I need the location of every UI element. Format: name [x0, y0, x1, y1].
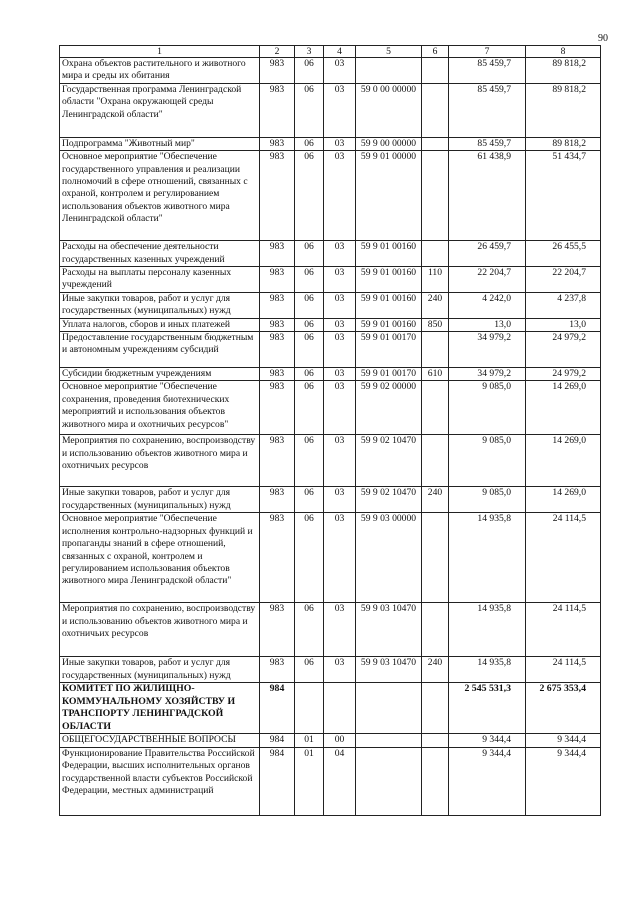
cell-target-article: 59 9 03 10470: [356, 603, 422, 657]
cell-section: 01: [295, 734, 324, 747]
cell-section: 06: [295, 513, 324, 603]
cell-section: 06: [295, 267, 324, 293]
cell-section: 06: [295, 435, 324, 487]
cell-ministry-code: 983: [260, 137, 295, 150]
cell-section: 06: [295, 241, 324, 267]
cell-amount-year-2: 4 237,8: [526, 292, 601, 318]
cell-amount-year-2: 24 114,5: [526, 513, 601, 603]
cell-ministry-code: 983: [260, 368, 295, 381]
cell-target-article: 59 0 00 00000: [356, 83, 422, 137]
cell-name: Субсидии бюджетным учреждениям: [60, 368, 260, 381]
cell-section: 06: [295, 657, 324, 683]
cell-target-article: 59 9 03 00000: [356, 513, 422, 603]
cell-section: 06: [295, 487, 324, 513]
cell-name: Государственная программа Ленинградской области "Охрана окружающей среды Ленинградской области": [60, 83, 260, 137]
cell-section: 06: [295, 137, 324, 150]
cell-amount-year-1: 14 935,8: [449, 657, 526, 683]
cell-ministry-code: 984: [260, 683, 295, 734]
cell-expense-type: 850: [422, 318, 449, 331]
cell-target-article: 59 9 02 10470: [356, 487, 422, 513]
cell-amount-year-1: 9 344,4: [449, 747, 526, 815]
cell-expense-type: 110: [422, 267, 449, 293]
cell-subsection: 03: [324, 368, 356, 381]
cell-subsection: [324, 683, 356, 734]
cell-target-article: 59 9 01 00170: [356, 332, 422, 368]
cell-amount-year-1: 14 935,8: [449, 603, 526, 657]
table-row: [60, 603, 601, 657]
cell-target-article: 59 9 01 00160: [356, 241, 422, 267]
cell-ministry-code: 983: [260, 487, 295, 513]
cell-subsection: 04: [324, 747, 356, 815]
cell-subsection: 03: [324, 241, 356, 267]
cell-ministry-code: 983: [260, 267, 295, 293]
cell-subsection: 03: [324, 513, 356, 603]
cell-amount-year-2: 2 675 353,4: [526, 683, 601, 734]
cell-expense-type: [422, 603, 449, 657]
column-header: 3: [295, 46, 324, 58]
cell-name: Мероприятия по сохранению, воспроизводству и использованию объектов животного мира и охотничьих ресурсов: [60, 603, 260, 657]
cell-subsection: 03: [324, 435, 356, 487]
table-row: [60, 435, 601, 487]
cell-amount-year-2: 24 979,2: [526, 368, 601, 381]
cell-amount-year-2: 51 434,7: [526, 151, 601, 241]
cell-expense-type: 610: [422, 368, 449, 381]
cell-subsection: 03: [324, 332, 356, 368]
cell-name: Подпрограмма "Животный мир": [60, 137, 260, 150]
cell-amount-year-1: 85 459,7: [449, 137, 526, 150]
table-row: [60, 83, 601, 137]
table-row: [60, 683, 601, 734]
cell-name: Расходы на выплаты персоналу казенных учреждений: [60, 267, 260, 293]
cell-section: 06: [295, 332, 324, 368]
cell-subsection: 03: [324, 151, 356, 241]
cell-name: Иные закупки товаров, работ и услуг для государственных (муниципальных) нужд: [60, 487, 260, 513]
cell-subsection: 03: [324, 318, 356, 331]
table-row: [60, 241, 601, 267]
cell-name: Основное мероприятие "Обеспечение государственного управления и реализации полномочий в сфере отношений, связанных с охраной, контролем и регулированием использования объектов животного мира Ленинградской области": [60, 151, 260, 241]
cell-section: 06: [295, 318, 324, 331]
cell-subsection: 03: [324, 58, 356, 84]
cell-name: Основное мероприятие "Обеспечение исполнения контрольно-надзорных функций и пропаганды знаний в сфере отношений, связанных с охраной, контролем и регулированием использования объектов животного мира Ленинградской области": [60, 513, 260, 603]
table-row: [60, 487, 601, 513]
table-row: [60, 747, 601, 815]
cell-target-article: 59 9 01 00160: [356, 292, 422, 318]
table-row: [60, 332, 601, 368]
column-header: 8: [526, 46, 601, 58]
cell-target-article: [356, 747, 422, 815]
table-row: [60, 267, 601, 293]
cell-subsection: 03: [324, 603, 356, 657]
cell-amount-year-1: 13,0: [449, 318, 526, 331]
cell-amount-year-2: 26 455,5: [526, 241, 601, 267]
cell-amount-year-2: 9 344,4: [526, 747, 601, 815]
table-row: [60, 657, 601, 683]
cell-amount-year-2: 24 979,2: [526, 332, 601, 368]
cell-section: 06: [295, 58, 324, 84]
cell-amount-year-1: 9 085,0: [449, 435, 526, 487]
cell-ministry-code: 983: [260, 513, 295, 603]
cell-expense-type: [422, 747, 449, 815]
cell-expense-type: [422, 381, 449, 435]
cell-expense-type: 240: [422, 657, 449, 683]
cell-amount-year-1: 26 459,7: [449, 241, 526, 267]
cell-section: 06: [295, 368, 324, 381]
cell-ministry-code: 983: [260, 292, 295, 318]
cell-amount-year-1: 14 935,8: [449, 513, 526, 603]
table-row: [60, 58, 601, 84]
table-row: [60, 151, 601, 241]
cell-expense-type: [422, 58, 449, 84]
cell-name: Иные закупки товаров, работ и услуг для государственных (муниципальных) нужд: [60, 292, 260, 318]
header-row: [60, 46, 601, 58]
cell-ministry-code: 983: [260, 241, 295, 267]
cell-section: 06: [295, 151, 324, 241]
column-header: 4: [324, 46, 356, 58]
cell-target-article: 59 9 02 10470: [356, 435, 422, 487]
cell-ministry-code: 984: [260, 747, 295, 815]
cell-amount-year-1: 9 085,0: [449, 487, 526, 513]
cell-target-article: 59 9 01 00170: [356, 368, 422, 381]
cell-amount-year-1: 61 438,9: [449, 151, 526, 241]
cell-expense-type: [422, 683, 449, 734]
cell-section: 01: [295, 747, 324, 815]
cell-ministry-code: 983: [260, 58, 295, 84]
cell-target-article: 59 9 02 00000: [356, 381, 422, 435]
cell-target-article: 59 9 01 00000: [356, 151, 422, 241]
column-header: 2: [260, 46, 295, 58]
cell-amount-year-2: 89 818,2: [526, 83, 601, 137]
table-row: [60, 318, 601, 331]
cell-subsection: 03: [324, 381, 356, 435]
cell-target-article: 59 9 03 10470: [356, 657, 422, 683]
cell-ministry-code: 983: [260, 318, 295, 331]
cell-name: Уплата налогов, сборов и иных платежей: [60, 318, 260, 331]
column-header: 7: [449, 46, 526, 58]
cell-amount-year-1: 34 979,2: [449, 332, 526, 368]
cell-amount-year-2: 14 269,0: [526, 435, 601, 487]
cell-subsection: 00: [324, 734, 356, 747]
cell-amount-year-1: 9 085,0: [449, 381, 526, 435]
cell-target-article: 59 9 01 00160: [356, 318, 422, 331]
cell-expense-type: 240: [422, 292, 449, 318]
cell-amount-year-1: 34 979,2: [449, 368, 526, 381]
cell-expense-type: [422, 151, 449, 241]
cell-expense-type: 240: [422, 487, 449, 513]
cell-section: 06: [295, 603, 324, 657]
cell-ministry-code: 983: [260, 381, 295, 435]
cell-name: Функционирование Правительства Российской Федерации, высших исполнительных органов государственной власти субъектов Российской Федерации, местных администраций: [60, 747, 260, 815]
cell-subsection: 03: [324, 292, 356, 318]
cell-ministry-code: 983: [260, 151, 295, 241]
cell-ministry-code: 983: [260, 435, 295, 487]
cell-name: Предоставление государственным бюджетным и автономным учреждениям субсидий: [60, 332, 260, 368]
page-number: 90: [598, 33, 608, 44]
column-header: 5: [356, 46, 422, 58]
cell-section: 06: [295, 83, 324, 137]
table-row: [60, 368, 601, 381]
cell-target-article: [356, 734, 422, 747]
cell-ministry-code: 984: [260, 734, 295, 747]
cell-amount-year-1: 85 459,7: [449, 83, 526, 137]
cell-expense-type: [422, 137, 449, 150]
cell-name: Основное мероприятие "Обеспечение сохранения, проведения биотехнических мероприятий и использования объектов животного мира и охотничьих ресурсов": [60, 381, 260, 435]
cell-expense-type: [422, 241, 449, 267]
cell-target-article: 59 9 00 00000: [356, 137, 422, 150]
cell-target-article: 59 9 01 00160: [356, 267, 422, 293]
cell-amount-year-2: 14 269,0: [526, 487, 601, 513]
cell-name: ОБЩЕГОСУДАРСТВЕННЫЕ ВОПРОСЫ: [60, 734, 260, 747]
cell-ministry-code: 983: [260, 657, 295, 683]
cell-amount-year-2: 14 269,0: [526, 381, 601, 435]
cell-amount-year-2: 9 344,4: [526, 734, 601, 747]
cell-expense-type: [422, 734, 449, 747]
cell-section: [295, 683, 324, 734]
cell-amount-year-2: 89 818,2: [526, 58, 601, 84]
column-header: 6: [422, 46, 449, 58]
cell-name: Охрана объектов растительного и животного мира и среды их обитания: [60, 58, 260, 84]
cell-target-article: [356, 58, 422, 84]
cell-name: Мероприятия по сохранению, воспроизводству и использованию объектов животного мира и охотничьих ресурсов: [60, 435, 260, 487]
column-header: 1: [60, 46, 260, 58]
cell-name: КОМИТЕТ ПО ЖИЛИЩНО-КОММУНАЛЬНОМУ ХОЗЯЙСТВУ И ТРАНСПОРТУ ЛЕНИНГРАДСКОЙ ОБЛАСТИ: [60, 683, 260, 734]
cell-expense-type: [422, 513, 449, 603]
cell-ministry-code: 983: [260, 83, 295, 137]
cell-amount-year-1: 4 242,0: [449, 292, 526, 318]
cell-subsection: 03: [324, 487, 356, 513]
table-row: [60, 513, 601, 603]
cell-ministry-code: 983: [260, 603, 295, 657]
cell-section: 06: [295, 292, 324, 318]
cell-name: Расходы на обеспечение деятельности государственных казенных учреждений: [60, 241, 260, 267]
cell-amount-year-2: 24 114,5: [526, 657, 601, 683]
cell-subsection: 03: [324, 83, 356, 137]
cell-amount-year-2: 89 818,2: [526, 137, 601, 150]
cell-amount-year-2: 13,0: [526, 318, 601, 331]
cell-expense-type: [422, 332, 449, 368]
cell-amount-year-2: 24 114,5: [526, 603, 601, 657]
table-row: [60, 292, 601, 318]
table-row: [60, 137, 601, 150]
cell-subsection: 03: [324, 657, 356, 683]
cell-subsection: 03: [324, 267, 356, 293]
table-row: [60, 734, 601, 747]
cell-expense-type: [422, 435, 449, 487]
table-row: [60, 381, 601, 435]
cell-name: Иные закупки товаров, работ и услуг для государственных (муниципальных) нужд: [60, 657, 260, 683]
cell-section: 06: [295, 381, 324, 435]
cell-target-article: [356, 683, 422, 734]
cell-amount-year-2: 22 204,7: [526, 267, 601, 293]
cell-expense-type: [422, 83, 449, 137]
cell-amount-year-1: 2 545 531,3: [449, 683, 526, 734]
cell-amount-year-1: 9 344,4: [449, 734, 526, 747]
cell-subsection: 03: [324, 137, 356, 150]
budget-table: [59, 45, 601, 816]
cell-amount-year-1: 22 204,7: [449, 267, 526, 293]
cell-amount-year-1: 85 459,7: [449, 58, 526, 84]
cell-ministry-code: 983: [260, 332, 295, 368]
